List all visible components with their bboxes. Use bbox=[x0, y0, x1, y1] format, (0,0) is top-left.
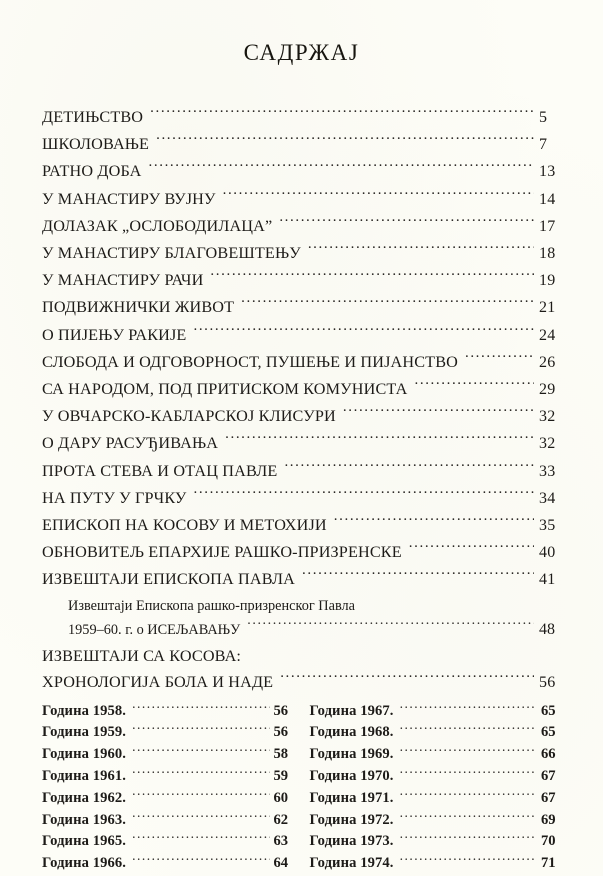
toc-subentry-page: 48 bbox=[539, 621, 555, 639]
year-page: 56 bbox=[273, 724, 289, 741]
dot-leader bbox=[193, 323, 534, 339]
year-label: Година 1963. bbox=[42, 811, 127, 828]
dot-leader bbox=[409, 541, 534, 557]
dot-leader bbox=[343, 405, 534, 421]
toc-entry[interactable] bbox=[42, 131, 561, 158]
toc-entry-page: 32 bbox=[539, 435, 556, 453]
year-page: 62 bbox=[273, 811, 289, 828]
toc-entry[interactable] bbox=[42, 512, 561, 539]
year-column-right bbox=[310, 700, 562, 874]
dot-leader bbox=[132, 765, 269, 780]
toc-subentry-title: 1959–60. г. о ИСЕЉАВАЊУ bbox=[68, 622, 241, 639]
dot-leader bbox=[247, 620, 534, 634]
year-row[interactable] bbox=[42, 765, 294, 787]
toc-subentry-line2 bbox=[68, 618, 561, 643]
dot-leader bbox=[223, 187, 534, 203]
dot-leader bbox=[132, 831, 269, 846]
toc-entry-page: 18 bbox=[539, 245, 556, 263]
dot-leader bbox=[400, 722, 537, 737]
year-label: Година 1969. bbox=[309, 746, 394, 763]
toc-entry[interactable] bbox=[42, 485, 561, 512]
year-page: 64 bbox=[273, 855, 289, 872]
year-row[interactable] bbox=[310, 809, 562, 831]
toc-entry[interactable] bbox=[42, 267, 561, 294]
toc-entry-title: ИЗВЕШТАЈИ ЕПИСКОПА ПАВЛА bbox=[42, 570, 296, 589]
toc-subentry-line1: Извештаји Епископа рашко-призренског Павла bbox=[68, 597, 356, 614]
dot-leader bbox=[284, 459, 534, 475]
toc-entry-page: 35 bbox=[539, 517, 556, 535]
year-row[interactable] bbox=[42, 787, 294, 809]
year-page: 59 bbox=[273, 768, 289, 785]
year-row[interactable] bbox=[310, 700, 562, 722]
toc-entry-page: 19 bbox=[539, 272, 556, 290]
year-row[interactable] bbox=[42, 831, 294, 853]
toc-entry-title: РАТНО ДОБА bbox=[42, 162, 142, 181]
dot-leader bbox=[132, 700, 269, 715]
toc-entry-list bbox=[42, 104, 561, 594]
toc-entry[interactable] bbox=[42, 240, 561, 267]
dot-leader bbox=[465, 351, 534, 367]
year-label: Година 1959. bbox=[42, 724, 127, 741]
toc-entry-title-line2-row bbox=[42, 669, 561, 696]
year-page: 67 bbox=[541, 768, 556, 785]
dot-leader bbox=[280, 671, 534, 687]
year-row[interactable] bbox=[310, 853, 562, 875]
toc-entry-page: 32 bbox=[539, 408, 556, 426]
year-label: Година 1972. bbox=[309, 811, 394, 828]
toc-entry-page: 17 bbox=[539, 217, 556, 235]
toc-entry-title: У ОВЧАРСКО-КАБЛАРСКОЈ КЛИСУРИ bbox=[42, 407, 336, 426]
year-label: Година 1974. bbox=[309, 855, 394, 872]
dot-leader bbox=[308, 242, 534, 258]
toc-entry-title: У МАНАСТИРУ БЛАГОВЕШТЕЊУ bbox=[42, 244, 301, 263]
year-page: 69 bbox=[541, 811, 556, 828]
year-label: Година 1968. bbox=[309, 724, 394, 741]
dot-leader bbox=[400, 809, 537, 824]
dot-leader bbox=[132, 744, 269, 759]
year-page: 67 bbox=[541, 789, 556, 806]
toc-entry[interactable] bbox=[42, 430, 561, 457]
toc-entry-title: СА НАРОДОМ, ПОД ПРИТИСКОМ КОМУНИСТА bbox=[42, 380, 408, 399]
toc-entry-title-line1: ИЗВЕШТАЈИ СА КОСОВА: bbox=[42, 646, 242, 665]
year-label: Година 1958. bbox=[42, 702, 127, 719]
year-page: 58 bbox=[273, 746, 289, 763]
dot-leader bbox=[132, 722, 269, 737]
dot-leader bbox=[415, 378, 535, 394]
toc-entry-title: ДЕТИЊСТВО bbox=[42, 108, 144, 126]
toc-entry-page: 24 bbox=[539, 326, 556, 344]
dot-leader bbox=[334, 514, 534, 530]
toc-entry-page: 13 bbox=[539, 163, 556, 181]
toc-entry[interactable] bbox=[42, 458, 561, 485]
dot-leader bbox=[225, 432, 534, 448]
dot-leader bbox=[302, 568, 534, 584]
toc-entry-title: У МАНАСТИРУ ВУЈНУ bbox=[42, 189, 216, 208]
year-page: 66 bbox=[541, 746, 556, 763]
toc-entry-title-line2: ХРОНОЛОГИЈА БОЛА И НАДЕ bbox=[42, 672, 274, 691]
toc-entry[interactable] bbox=[42, 403, 561, 430]
year-page: 71 bbox=[541, 855, 556, 872]
dot-leader bbox=[150, 106, 534, 122]
year-label: Година 1961. bbox=[42, 768, 127, 785]
year-row[interactable] bbox=[310, 831, 562, 853]
dot-leader bbox=[194, 487, 534, 503]
dot-leader bbox=[156, 133, 534, 149]
dot-leader bbox=[132, 787, 269, 802]
year-page: 70 bbox=[541, 833, 556, 850]
toc-entry-page: 56 bbox=[539, 673, 556, 691]
toc-entry[interactable] bbox=[42, 213, 561, 240]
year-label: Година 1966. bbox=[42, 855, 127, 872]
year-row[interactable] bbox=[310, 765, 562, 787]
year-row[interactable] bbox=[42, 700, 294, 722]
year-column-left bbox=[42, 700, 294, 874]
year-row[interactable] bbox=[310, 744, 562, 766]
dot-leader bbox=[149, 160, 534, 176]
dot-leader bbox=[279, 215, 534, 231]
year-row[interactable] bbox=[42, 809, 294, 831]
toc-entry[interactable] bbox=[42, 566, 561, 593]
toc-entry-title: НА ПУТУ У ГРЧКУ bbox=[42, 488, 187, 507]
dot-leader bbox=[400, 787, 537, 802]
toc-entry[interactable] bbox=[42, 349, 561, 376]
toc-entry-page: 14 bbox=[539, 190, 556, 208]
toc-entry-title: У МАНАСТИРУ РАЧИ bbox=[42, 271, 204, 290]
year-label: Година 1962. bbox=[42, 789, 127, 806]
toc-entry[interactable] bbox=[42, 294, 561, 321]
toc-entry-page: 33 bbox=[539, 462, 556, 480]
toc-entry-title: ОБНОВИТЕЉ ЕПАРХИЈЕ РАШКО-ПРИЗРЕНСКЕ bbox=[42, 543, 402, 562]
toc-entry-title: ЕПИСКОП НА КОСОВУ И МЕТОХИЈИ bbox=[42, 516, 327, 535]
toc-entry[interactable] bbox=[42, 376, 561, 403]
year-page: 63 bbox=[273, 833, 289, 850]
toc-entry-title: ПОДВИЖНИЧКИ ЖИВОТ bbox=[42, 298, 235, 317]
toc-entry[interactable] bbox=[42, 158, 561, 185]
toc-entry[interactable] bbox=[42, 539, 561, 566]
page-title: САДРЖАЈ bbox=[243, 40, 360, 65]
year-columns bbox=[42, 700, 561, 874]
year-row[interactable] bbox=[310, 787, 562, 809]
toc-entry[interactable] bbox=[42, 186, 561, 213]
toc-entry-page: 5 bbox=[539, 109, 548, 126]
year-row[interactable] bbox=[42, 853, 294, 875]
year-label: Година 1965. bbox=[42, 833, 127, 850]
dot-leader bbox=[400, 831, 537, 846]
dot-leader bbox=[400, 765, 537, 780]
toc-subentry[interactable] bbox=[42, 594, 561, 643]
toc-entry-title: ДОЛАЗАК „ОСЛОБОДИЛАЦА” bbox=[42, 216, 273, 235]
year-page: 56 bbox=[273, 702, 289, 719]
toc-entry[interactable] bbox=[42, 104, 561, 131]
toc-entry-title: О ДАРУ РАСУЂИВАЊА bbox=[42, 434, 219, 453]
year-label: Година 1971. bbox=[309, 789, 394, 806]
year-label: Година 1970. bbox=[309, 768, 394, 785]
dot-leader bbox=[241, 296, 534, 312]
dot-leader bbox=[400, 853, 537, 868]
toc-entry-page: 26 bbox=[539, 353, 556, 371]
year-page: 60 bbox=[273, 789, 289, 806]
year-row[interactable] bbox=[42, 744, 294, 766]
year-label: Година 1967. bbox=[309, 702, 394, 719]
toc-entry[interactable] bbox=[42, 322, 561, 349]
dot-leader bbox=[132, 853, 269, 868]
toc-entry-title: ПРОТА СТЕВА И ОТАЦ ПАВЛЕ bbox=[42, 461, 278, 480]
dot-leader bbox=[400, 744, 537, 759]
year-label: Година 1960. bbox=[42, 746, 127, 763]
toc-entry-chronology[interactable] bbox=[42, 643, 561, 696]
year-page: 65 bbox=[541, 724, 556, 741]
year-label: Година 1973. bbox=[309, 833, 394, 850]
year-row[interactable] bbox=[42, 722, 294, 744]
year-page: 65 bbox=[541, 702, 556, 719]
toc-entry-page: 21 bbox=[539, 299, 556, 317]
toc-entry-title: ШКОЛОВАЊЕ bbox=[42, 135, 150, 154]
dot-leader bbox=[210, 269, 534, 285]
toc-entry-page: 34 bbox=[539, 489, 556, 507]
toc-entry-page: 41 bbox=[539, 571, 556, 589]
toc-entry-title: СЛОБОДА И ОДГОВОРНОСТ, ПУШЕЊЕ И ПИЈАНСТВО bbox=[42, 352, 458, 371]
toc-entry-page: 29 bbox=[539, 381, 556, 399]
dot-leader bbox=[132, 809, 269, 824]
toc-entry-page: 7 bbox=[539, 136, 548, 154]
toc-entry-title: О ПИЈЕЊУ РАКИЈЕ bbox=[42, 325, 187, 344]
toc-entry-page: 40 bbox=[539, 544, 556, 562]
year-row[interactable] bbox=[310, 722, 562, 744]
dot-leader bbox=[400, 700, 537, 715]
